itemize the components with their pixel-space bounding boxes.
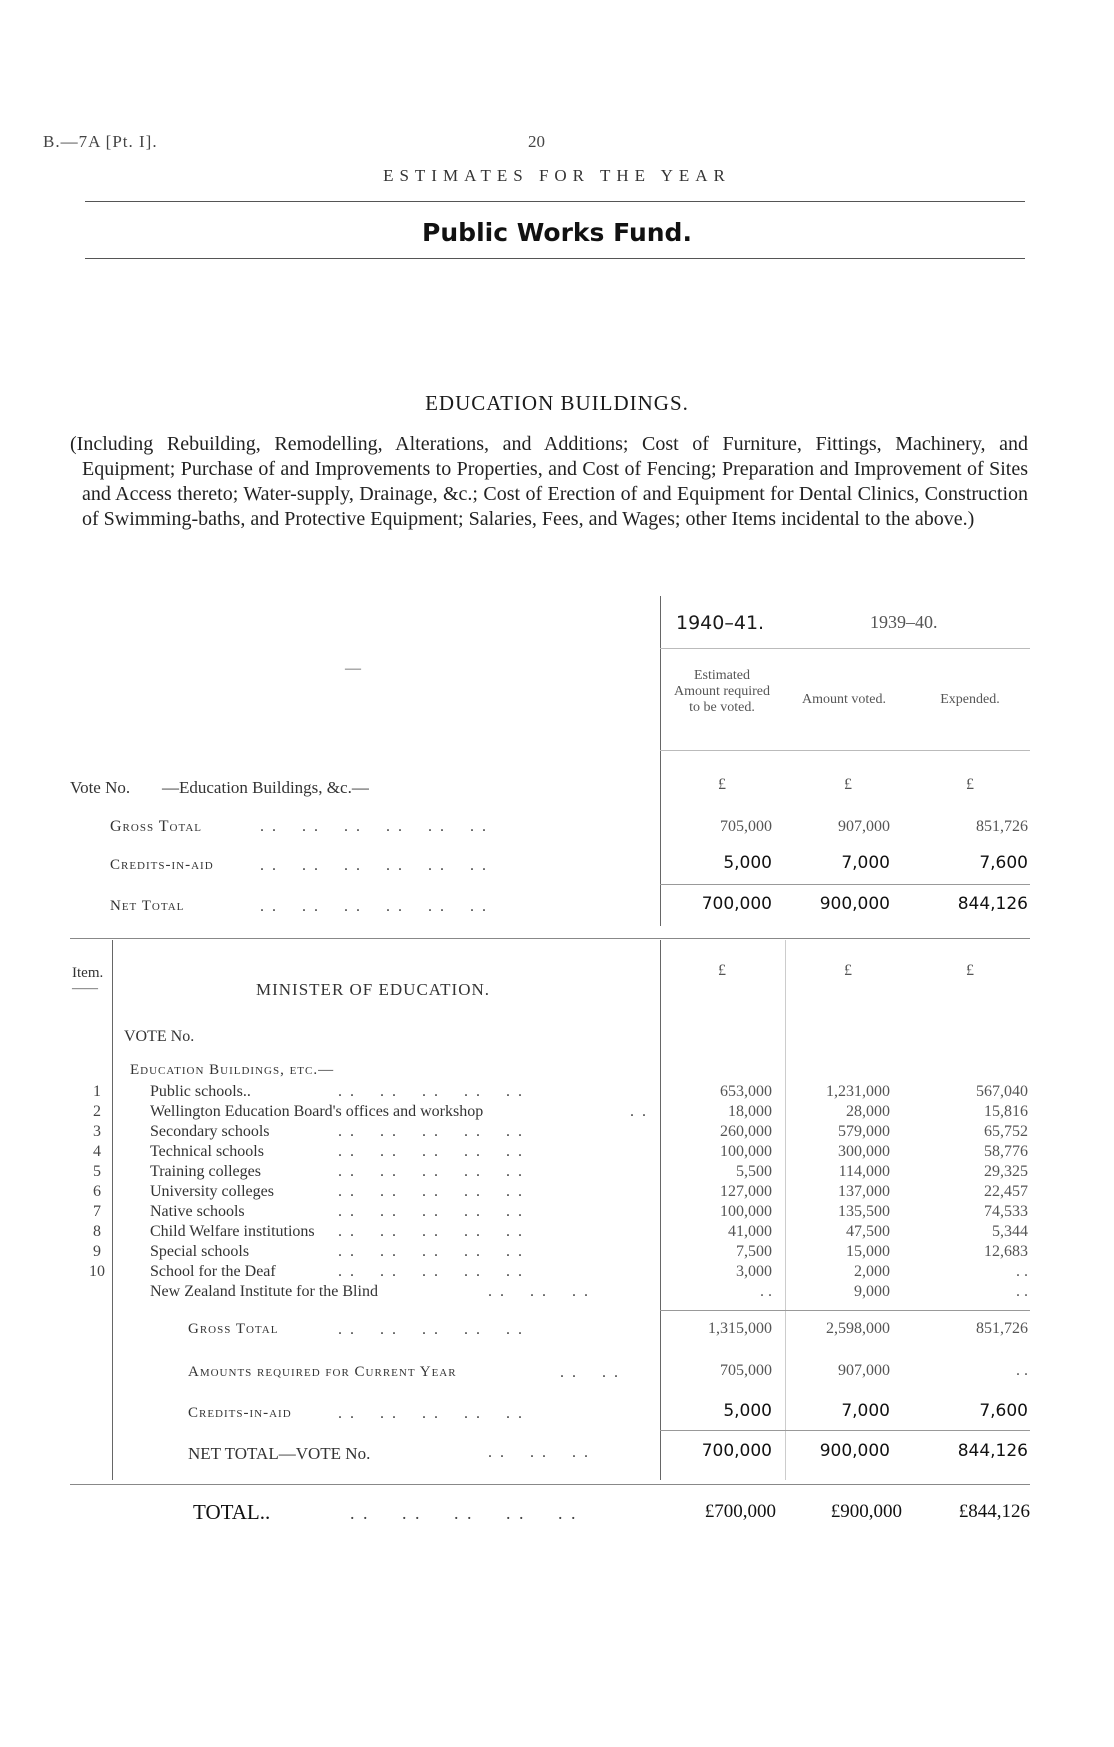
item-number: 10 — [89, 1263, 105, 1280]
leader-dots: . . . . . . . . . . — [338, 1163, 524, 1180]
grand-total-voted: £900,000 — [830, 1501, 902, 1522]
section-description: (Including Rebuilding, Remodelling, Alterations, and Additions; Cost of Furniture, Fittings, Machinery, and Equipment; Purchase of and Improvements to Properties, and Cost of Fencing; Preparation and Improvement of Sites and Access thereto; Water-supply, Drainage, &c.; Cost of Erection of and Equipment for Dental Clinics, Construction of Swimming-baths, and Protective Equipment; Salaries, Fees, and Wages; other Items incidental to the above.) — [70, 433, 1028, 530]
item-voted: 9,000 — [854, 1283, 890, 1300]
leader-dots: . . . . . . . . . . — [338, 1123, 524, 1140]
item-number: 9 — [93, 1243, 101, 1260]
leader-dots: . . . . . . . . . . . . — [260, 898, 488, 915]
leader-dots: . . . . . . — [488, 1283, 590, 1300]
minister-heading: MINISTER OF EDUCATION. — [256, 980, 491, 999]
item-voted: 579,000 — [838, 1123, 890, 1140]
item-column-divider — [112, 940, 113, 1480]
item-name: Public schools.. — [150, 1083, 251, 1100]
item-voted: 137,000 — [838, 1183, 890, 1200]
net-total-rule — [660, 1430, 1030, 1431]
item-voted: 114,000 — [838, 1163, 890, 1180]
leader-dots: . . . . . . — [488, 1444, 590, 1461]
item-voted: 2,000 — [854, 1263, 890, 1280]
summary-row-label: Gross Total — [110, 818, 203, 835]
item-estimated: . . — [760, 1283, 772, 1300]
item-expended: 65,752 — [984, 1123, 1028, 1140]
summary-cell: 705,000 — [720, 818, 772, 835]
net-total-est: 700,000 — [701, 1441, 772, 1461]
col-voted-header: Amount voted. — [802, 692, 886, 707]
item-number: 3 — [93, 1123, 101, 1140]
item-number: 1 — [93, 1083, 101, 1100]
detail-column-divider — [660, 940, 661, 1480]
pound-sign: £ — [966, 776, 974, 793]
gross-total-rule — [660, 1310, 1030, 1311]
item-voted: 135,500 — [838, 1203, 890, 1220]
summary-cell: 907,000 — [838, 818, 890, 835]
item-expended: 5,344 — [992, 1223, 1028, 1240]
leader-dots: . . . . . . . . . . — [338, 1183, 524, 1200]
column-header-rule — [660, 750, 1030, 751]
item-name: Technical schools — [150, 1143, 264, 1160]
document-reference: B.—7A [Pt. I]. — [43, 132, 158, 151]
summary-cell: 900,000 — [819, 894, 890, 914]
leader-dots: . . . . . . . . . . — [338, 1223, 524, 1240]
leader-dots: . . . . — [560, 1364, 620, 1381]
leader-dots: . . . . . . . . . . — [350, 1503, 578, 1523]
item-estimated: 18,000 — [728, 1103, 772, 1120]
summary-bottom-rule — [70, 938, 1030, 939]
item-expended: . . — [1016, 1263, 1028, 1280]
leader-dots: . . . . . . . . . . — [338, 1243, 524, 1260]
page-number: 20 — [528, 132, 545, 151]
grand-total-est: £700,000 — [704, 1501, 776, 1522]
summary-cell: 7,600 — [979, 853, 1028, 873]
item-estimated: 100,000 — [720, 1143, 772, 1160]
year-previous: 1939–40. — [870, 612, 938, 632]
leader-dots: . . . . . . . . . . — [338, 1321, 524, 1338]
item-estimated: 7,500 — [736, 1243, 772, 1260]
item-name: Wellington Education Board's offices and workshop — [150, 1103, 484, 1120]
item-estimated: 260,000 — [720, 1123, 772, 1140]
fund-rule — [85, 258, 1025, 259]
leader-dots: . . — [630, 1103, 648, 1120]
item-expended: 12,683 — [984, 1243, 1028, 1260]
group-title: Education Buildings, etc.— — [130, 1062, 335, 1078]
item-expended: 22,457 — [984, 1183, 1028, 1200]
item-number: 2 — [93, 1103, 101, 1120]
pound-sign: £ — [966, 962, 974, 979]
item-estimated: 3,000 — [736, 1263, 772, 1280]
item-voted: 28,000 — [846, 1103, 890, 1120]
net-total-vote-label: NET TOTAL—VOTE No. — [188, 1444, 371, 1463]
summary-row-label: Credits-in-aid — [110, 857, 214, 873]
item-expended: 29,325 — [984, 1163, 1028, 1180]
item-number: 8 — [93, 1223, 101, 1240]
item-name: Secondary schools — [150, 1123, 270, 1140]
leader-dots: . . . . . . . . . . . . — [260, 857, 488, 874]
item-expended: 567,040 — [976, 1083, 1028, 1100]
pound-sign: £ — [844, 776, 852, 793]
col-estimated-header: Estimated Amount required to be voted. — [673, 668, 771, 715]
summary-cell: 700,000 — [701, 894, 772, 914]
item-estimated: 5,500 — [736, 1163, 772, 1180]
grand-total-label: TOTAL.. — [193, 1500, 271, 1524]
leader-dots: . . . . . . . . . . — [338, 1405, 524, 1422]
item-name: Native schools — [150, 1203, 245, 1220]
net-total-exp: 844,126 — [957, 1441, 1028, 1461]
item-column-dash: —— — [72, 980, 98, 995]
item-voted: 47,500 — [846, 1223, 890, 1240]
gross-total-label: Gross Total — [188, 1321, 279, 1337]
item-estimated: 41,000 — [728, 1223, 772, 1240]
stub-header-dash: — — [345, 660, 361, 677]
item-name: Child Welfare institutions — [150, 1223, 315, 1240]
gross-total-est: 1,315,000 — [708, 1320, 772, 1337]
leader-dots: . . . . . . . . . . — [338, 1263, 524, 1280]
amounts-required-label: Amounts required for Current Year — [188, 1364, 457, 1380]
item-expended: . . — [1016, 1283, 1028, 1300]
pound-sign: £ — [718, 962, 726, 979]
vote-number-label: VOTE No. — [124, 1028, 195, 1045]
section-title: EDUCATION BUILDINGS. — [425, 391, 689, 415]
item-voted: 15,000 — [846, 1243, 890, 1260]
summary-column-divider — [660, 596, 661, 926]
credits-in-aid-voted: 7,000 — [841, 1401, 890, 1421]
gross-total-exp: 851,726 — [976, 1320, 1028, 1337]
summary-cell: 851,726 — [976, 818, 1028, 835]
item-expended: 15,816 — [984, 1103, 1028, 1120]
vote-title: —Education Buildings, &c.— — [162, 778, 369, 797]
item-number: 4 — [93, 1143, 101, 1160]
leader-dots: . . . . . . . . . . — [338, 1083, 524, 1100]
item-number: 7 — [93, 1203, 101, 1220]
pound-sign: £ — [718, 776, 726, 793]
item-name: Training colleges — [150, 1163, 261, 1180]
amounts-required-est: 705,000 — [720, 1362, 772, 1379]
detail-bottom-rule — [70, 1484, 1030, 1485]
net-total-rule — [660, 884, 1030, 885]
item-column-header: Item. — [72, 965, 104, 981]
summary-row-label: Net Total — [110, 898, 185, 914]
item-expended: 74,533 — [984, 1203, 1028, 1220]
col-expended-header: Expended. — [940, 692, 1000, 707]
leader-dots: . . . . . . . . . . . . — [260, 818, 488, 835]
fund-title: Public Works Fund. — [422, 218, 692, 247]
item-estimated: 127,000 — [720, 1183, 772, 1200]
year-current: 1940–41. — [676, 612, 765, 634]
year-header-rule — [660, 648, 1030, 649]
summary-cell: 7,000 — [841, 853, 890, 873]
summary-cell: 844,126 — [957, 894, 1028, 914]
summary-cell: 5,000 — [723, 853, 772, 873]
pound-sign: £ — [844, 962, 852, 979]
item-name: University colleges — [150, 1183, 274, 1200]
detail-column-divider — [785, 940, 786, 1480]
item-voted: 1,231,000 — [826, 1083, 890, 1100]
credits-in-aid-label: Credits-in-aid — [188, 1405, 292, 1421]
item-number: 6 — [93, 1183, 101, 1200]
leader-dots: . . . . . . . . . . — [338, 1143, 524, 1160]
item-name: School for the Deaf — [150, 1263, 276, 1280]
item-name: Special schools — [150, 1243, 250, 1260]
item-name: New Zealand Institute for the Blind — [150, 1283, 378, 1300]
header-rule — [85, 201, 1025, 202]
leader-dots: . . . . . . . . . . — [338, 1203, 524, 1220]
estimates-title: ESTIMATES FOR THE YEAR — [383, 166, 731, 185]
gross-total-voted: 2,598,000 — [826, 1320, 890, 1337]
item-number: 5 — [93, 1163, 101, 1180]
amounts-required-exp: . . — [1016, 1362, 1028, 1379]
item-expended: 58,776 — [984, 1143, 1028, 1160]
credits-in-aid-est: 5,000 — [723, 1401, 772, 1421]
item-estimated: 100,000 — [720, 1203, 772, 1220]
amounts-required-voted: 907,000 — [838, 1362, 890, 1379]
credits-in-aid-exp: 7,600 — [979, 1401, 1028, 1421]
item-estimated: 653,000 — [720, 1083, 772, 1100]
grand-total-exp: £844,126 — [958, 1501, 1030, 1522]
net-total-voted: 900,000 — [819, 1441, 890, 1461]
vote-label: Vote No. — [70, 778, 131, 797]
item-voted: 300,000 — [838, 1143, 890, 1160]
